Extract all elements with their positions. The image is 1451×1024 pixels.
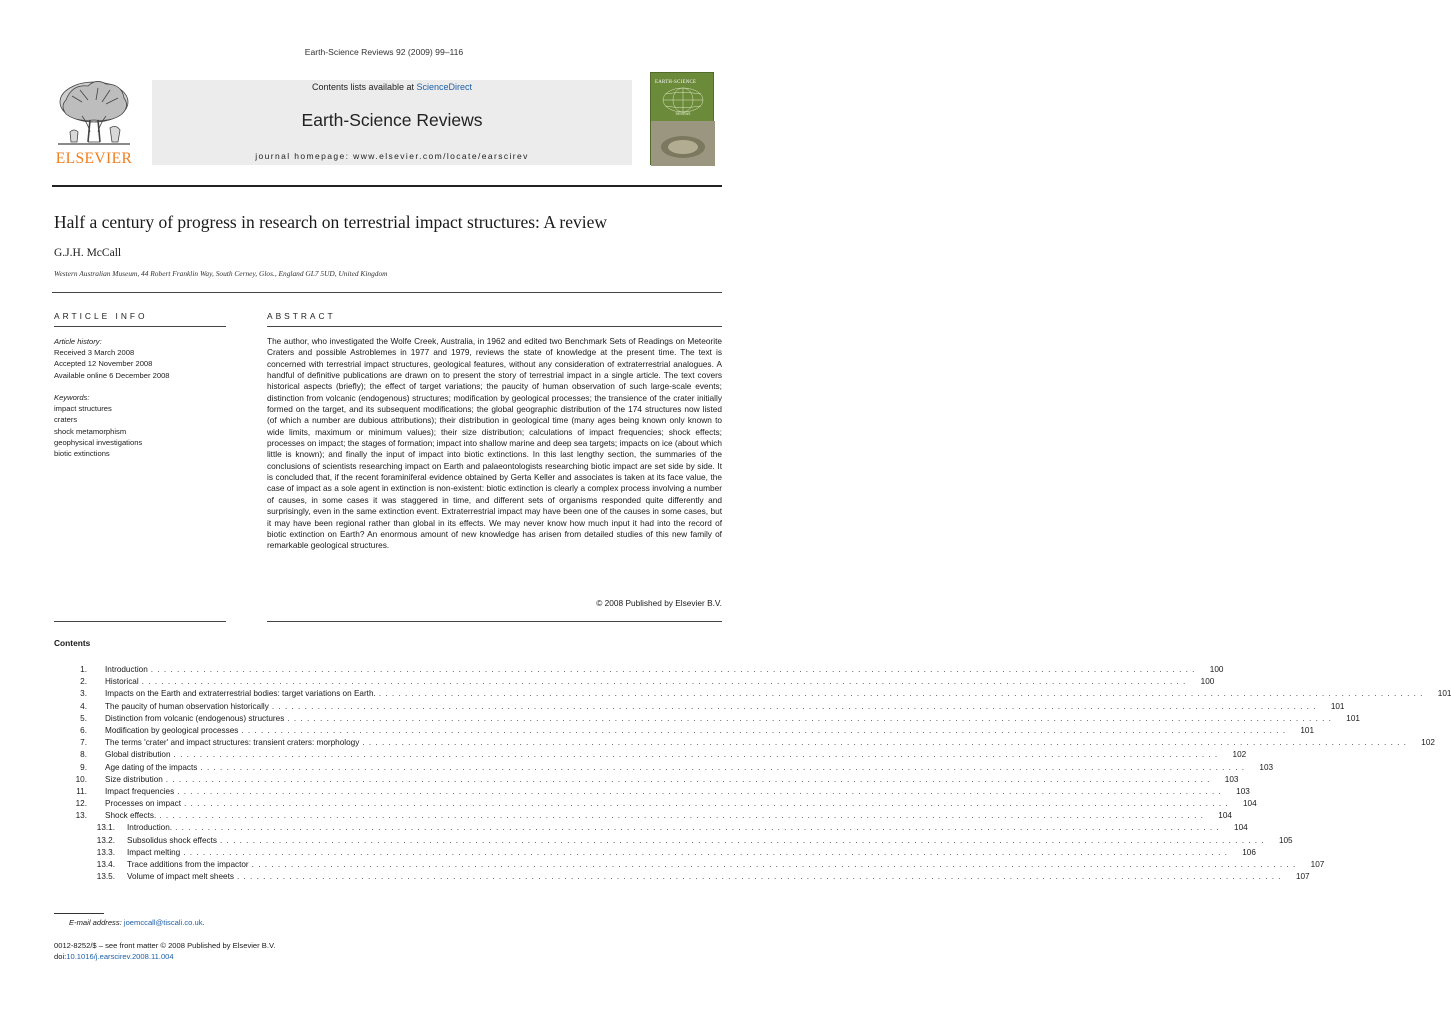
toc-leader-dots: . . . . . . . . . . . . . . . . . . . . . . . . . . . . . . . . . . . . . . . . . . . . . . . . . . . . . . . . . . . . . . . . . . . . . . . . . . . . . . . . . . . . . . . . . . . . . . . . . . . . . . . . . . . . . . . . . . . . . . . . . . . . . . . . . . . . . . . . . . . . . . . . . . . . . . . . . . . . . . . . [271, 701, 1317, 711]
toc-entry[interactable] [54, 701, 1345, 713]
keyword: impact structures [54, 404, 112, 414]
toc-leader-dots: . . . . . . . . . . . . . . . . . . . . . . . . . . . . . . . . . . . . . . . . . . . . . . . . . . . . . . . . . . . . . . . . . . . . . . . . . . . . . . . . . . . . . . . . . . . . . . . . . . . . . . . . . . . . . . . . . . . . . . . . . . . . . . . . . . . . . . . . . . . . . . . . . . . . . . . . . . . . . . . . [141, 677, 1187, 687]
cover-title: EARTH-SCIENCE [655, 80, 697, 85]
history-online: Available online 6 December 2008 [54, 370, 170, 380]
toc-entry-title: Modification by geological processes [105, 725, 239, 735]
toc-entry-number: 5. [80, 713, 87, 723]
toc-entry-page: 101 [1437, 689, 1451, 699]
article-info-heading: ARTICLE INFO [54, 311, 148, 321]
contents-heading: Contents [54, 638, 91, 648]
toc-entry[interactable] [54, 664, 1224, 676]
toc-leader-dots: . . . . . . . . . . . . . . . . . . . . . . . . . . . . . . . . . . . . . . . . . . . . . . . . . . . . . . . . . . . . . . . . . . . . . . . . . . . . . . . . . . . . . . . . . . . . . . . . . . . . . . . . . . . . . . . . . . . . . . . . . . . . . . . . . . . . . . . . . . . . . . . . . . . . . . . . . . . . . . . . [200, 762, 1246, 772]
toc-entry-title: Processes on impact [105, 799, 181, 809]
toc-entry-page: 103 [1224, 774, 1239, 784]
toc-entry-title: Subsolidus shock effects [127, 835, 217, 845]
toc-entry-number: 7. [80, 738, 87, 748]
toc-entry-number: 4. [80, 701, 87, 711]
toc-entry[interactable] [54, 688, 1451, 700]
toc-entry[interactable] [54, 774, 1239, 786]
toc-entry-page: 105 [1278, 835, 1293, 845]
toc-entry-title: Historical [105, 677, 139, 687]
issn-line: 0012-8252/$ – see front matter © 2008 Published by Elsevier B.V. [54, 941, 276, 950]
toc-leader-dots: . . . . . . . . . . . . . . . . . . . . . . . . . . . . . . . . . . . . . . . . . . . . . . . . . . . . . . . . . . . . . . . . . . . . . . . . . . . . . . . . . . . . . . . . . . . . . . . . . . . . . . . . . . . . . . . . . . . . . . . . . . . . . . . . . . . . . . . . . . . . . . . . . . . . . . . . . . . . . . . . [159, 811, 1204, 821]
toc-entry[interactable] [54, 835, 1293, 847]
toc-entry-number: 3. [80, 689, 87, 699]
article-history [54, 336, 226, 381]
journal-cover-thumbnail [650, 72, 714, 165]
toc-entry-number: 13.1. [96, 823, 115, 833]
toc-leader-dots: . . . . . . . . . . . . . . . . . . . . . . . . . . . . . . . . . . . . . . . . . . . . . . . . . . . . . . . . . . . . . . . . . . . . . . . . . . . . . . . . . . . . . . . . . . . . . . . . . . . . . . . . . . . . . . . . . . . . . . . . . . . . . . . . . . . . . . . . . . . . . . . . . . . . . . . . . . . . . . . . [177, 786, 1222, 796]
toc-entry[interactable] [54, 713, 1360, 725]
abstract-heading: ABSTRACT [267, 311, 336, 321]
toc-entry-page: 100 [1200, 677, 1215, 687]
title-rule [52, 292, 722, 293]
toc-entry-number: 11. [76, 786, 87, 796]
journal-reference: Earth-Science Reviews 92 (2009) 99–116 [304, 47, 464, 57]
toc-leader-dots: . . . . . . . . . . . . . . . . . . . . . . . . . . . . . . . . . . . . . . . . . . . . . . . . . . . . . . . . . . . . . . . . . . . . . . . . . . . . . . . . . . . . . . . . . . . . . . . . . . . . . . . . . . . . . . . . . . . . . . . . . . . . . . . . . . . . . . . . . . . . . . . . . . . . . . . . . . . . . . . . [184, 799, 1229, 809]
toc-entry-page: 101 [1346, 713, 1360, 723]
toc-entry-page: 101 [1300, 725, 1315, 735]
keyword: geophysical investigations [54, 437, 143, 447]
toc-leader-dots: . . . . . . . . . . . . . . . . . . . . . . . . . . . . . . . . . . . . . . . . . . . . . . . . . . . . . . . . . . . . . . . . . . . . . . . . . . . . . . . . . . . . . . . . . . . . . . . . . . . . . . . . . . . . . . . . . . . . . . . . . . . . . . . . . . . . . . . . . . . . . . . . . . . . . . . . . . . . . . . . [241, 725, 1287, 735]
doi-prefix: doi: [54, 952, 67, 961]
toc-leader-dots: . . . . . . . . . . . . . . . . . . . . . . . . . . . . . . . . . . . . . . . . . . . . . . . . . . . . . . . . . . . . . . . . . . . . . . . . . . . . . . . . . . . . . . . . . . . . . . . . . . . . . . . . . . . . . . . . . . . . . . . . . . . . . . . . . . . . . . . . . . . . . . . . . . . . . . . . . . . . . . . . [183, 847, 1228, 857]
contents-available-line [152, 82, 632, 92]
toc-entry[interactable] [54, 847, 1256, 859]
toc-leader-dots: . . . . . . . . . . . . . . . . . . . . . . . . . . . . . . . . . . . . . . . . . . . . . . . . . . . . . . . . . . . . . . . . . . . . . . . . . . . . . . . . . . . . . . . . . . . . . . . . . . . . . . . . . . . . . . . . . . . . . . . . . . . . . . . . . . . . . . . . . . . . . . . . . . . . . . . . . . . . . . . . [236, 872, 1282, 882]
toc-entry-page: 106 [1242, 847, 1256, 857]
toc-entry-page: 100 [1209, 665, 1224, 674]
footnote-rule [54, 913, 104, 914]
toc-entry-title: Volume of impact melt sheets [127, 872, 234, 882]
keywords [54, 392, 226, 459]
toc-entry[interactable] [54, 859, 1325, 871]
article-title: Half a century of progress in research on terrestrial impact structures: A review [54, 212, 607, 232]
toc-leader-dots: . . . . . . . . . . . . . . . . . . . . . . . . . . . . . . . . . . . . . . . . . . . . . . . . . . . . . . . . . . . . . . . . . . . . . . . . . . . . . . . . . . . . . . . . . . . . . . . . . . . . . . . . . . . . . . . . . . . . . . . . . . . . . . . . . . . . . . . . . . . . . . . . . . . . . . . . . . . . . . . . [362, 738, 1407, 748]
toc-entry-page: 107 [1310, 860, 1325, 869]
toc-entry-title: Global distribution [105, 750, 171, 760]
toc-entry-title: Trace additions from the impactor [127, 860, 249, 869]
toc-entry-number: 8. [80, 750, 87, 760]
toc-entry-title: Impact melting [127, 847, 181, 857]
toc-entry-title: The terms 'crater' and impact structures: transient craters: morphology [105, 738, 360, 748]
toc-entry[interactable] [54, 725, 1315, 737]
keyword: craters [54, 415, 78, 425]
toc-entry[interactable] [54, 810, 1232, 822]
doi-line [54, 952, 174, 961]
elsevier-tree-icon [52, 76, 136, 148]
toc-leader-dots: . . . . . . . . . . . . . . . . . . . . . . . . . . . . . . . . . . . . . . . . . . . . . . . . . . . . . . . . . . . . . . . . . . . . . . . . . . . . . . . . . . . . . . . . . . . . . . . . . . . . . . . . . . . . . . . . . . . . . . . . . . . . . . . . . . . . . . . . . . . . . . . . . . . . . . . . . . . . . . . . [173, 750, 1219, 760]
elsevier-logo [52, 76, 136, 166]
toc-entry-page: 102 [1232, 750, 1247, 760]
abstract-text: The author, who investigated the Wolfe Creek, Australia, in 1962 and edited two Benchmark Sets of Readings on Meteorite Craters and possible Astroblemes in 1977 and 1979, reviews the state of knowledge at the present time. The text is concerned with terrestrial impact structures, geological features, without any consideration of extraterrestrial analogues. A handful of definitive publications are drawn on to present the story of terrestrial impact in a single article. The text covers historical aspects (briefly); the effect of target variations; the paucity of human observation of such large-scale events; distinction from volcanic (endogenous) structures; modification by geological processes; the transience of the crater initially formed on the target, and its subsequent modifications; the global geographic distribution of the 174 structures now listed (of which a number are dubious attributions); their distribution in geological time (many ages being known only known to wide limits, maximum or minimum values); their size distribution; calculations of impact frequencies; shock effects; processes on impact; the stages of formation; impact into shallow marine and deep sea targets; impacts on ice (about which little is known); and finally the input of impact into biotic extinctions. In this last lengthy section, the summaries of the conclusions of scientists researching impact on Earth and palaeontologists researching biotic impact are set side by side. It is concluded that, if the recent foraminiferal evidence obtained by Gerta Keller and associates is taken at its face value, the case of impact as a sole agent in extinction is non-existent: biotic extinction is clearly a complex process involving a number of causes, in some cases it was staggered in time, and different sets of organisms responded quite differently and surprisingly, even in the same extinction event. Extraterrestrial impact may have been one of the causes in some cases, but it may have been regional rather than global in its effects. We may never know how much input it had into the record of biotic extinction on Earth? An enormous amount of new knowledge has arisen from detailed studies of this new family of remarkable geological structures. [267, 336, 722, 551]
globe-grid-icon [661, 87, 705, 113]
toc-entry[interactable] [54, 786, 1250, 798]
history-label: Article history: [54, 337, 102, 346]
toc-entry-page: 104 [1234, 823, 1248, 833]
sciencedirect-link[interactable]: ScienceDirect [416, 82, 473, 92]
toc-entry-title: Introduction [105, 665, 148, 674]
toc-leader-dots: . . . . . . . . . . . . . . . . . . . . . . . . . . . . . . . . . . . . . . . . . . . . . . . . . . . . . . . . . . . . . . . . . . . . . . . . . . . . . . . . . . . . . . . . . . . . . . . . . . . . . . . . . . . . . . . . . . . . . . . . . . . . . . . . . . . . . . . . . . . . . . . . . . . . . . . . . . . . . . . . [251, 860, 1297, 869]
elsevier-wordmark: ELSEVIER [55, 150, 133, 167]
toc-entry-number: 1. [80, 665, 87, 674]
abstract-copyright: © 2008 Published by Elsevier B.V. [596, 598, 722, 608]
toc-entry-number: 6. [80, 725, 87, 735]
toc-entry-number: 13.5. [96, 872, 115, 882]
toc-entry-title: Introduction. [127, 823, 173, 833]
toc-leader-dots: . . . . . . . . . . . . . . . . . . . . . . . . . . . . . . . . . . . . . . . . . . . . . . . . . . . . . . . . . . . . . . . . . . . . . . . . . . . . . . . . . . . . . . . . . . . . . . . . . . . . . . . . . . . . . . . . . . . . . . . . . . . . . . . . . . . . . . . . . . . . . . . . . . . . . . . . . . . . . . . . [378, 689, 1424, 699]
history-accepted: Accepted 12 November 2008 [54, 359, 153, 369]
toc-entry-number: 12. [75, 799, 87, 809]
toc-entry-number: 13. [75, 811, 87, 821]
abstract-rule [267, 326, 722, 327]
toc-entry-page: 104 [1218, 811, 1232, 821]
keywords-label: Keywords: [54, 393, 90, 402]
toc-entry-page: 103 [1259, 762, 1274, 772]
email-footnote [69, 918, 205, 927]
crater-photo-icon [651, 121, 715, 166]
email-link[interactable]: joemccall@tiscali.co.uk [123, 918, 203, 927]
keyword: biotic extinctions [54, 449, 110, 459]
header-rule [52, 185, 722, 187]
toc-entry-title: Size distribution [105, 774, 163, 784]
article-info-bottom-rule [54, 621, 226, 622]
toc-entry-number: 13.4. [96, 860, 115, 869]
toc-entry[interactable] [54, 749, 1247, 761]
doi-link[interactable]: 10.1016/j.earscirev.2008.11.004 [66, 952, 174, 961]
email-suffix: . [202, 918, 205, 927]
toc-entry[interactable] [54, 762, 1274, 774]
article-author: G.J.H. McCall [54, 247, 122, 259]
toc-entry[interactable] [54, 822, 1248, 834]
toc-entry-title: Age dating of the impacts [105, 762, 198, 772]
table-of-contents [54, 664, 1451, 883]
toc-entry-page: 102 [1421, 738, 1435, 748]
toc-entry[interactable] [54, 737, 1435, 749]
journal-header-box [152, 80, 632, 165]
toc-entry-number: 9. [80, 762, 87, 772]
toc-entry[interactable] [54, 798, 1257, 810]
toc-entry[interactable] [54, 871, 1310, 883]
journal-name: Earth-Science Reviews [301, 110, 483, 130]
toc-entry-number: 13.3. [96, 847, 115, 857]
toc-leader-dots: . . . . . . . . . . . . . . . . . . . . . . . . . . . . . . . . . . . . . . . . . . . . . . . . . . . . . . . . . . . . . . . . . . . . . . . . . . . . . . . . . . . . . . . . . . . . . . . . . . . . . . . . . . . . . . . . . . . . . . . . . . . . . . . . . . . . . . . . . . . . . . . . . . . . . . . . . . . . . . . . [175, 823, 1220, 833]
toc-entry-title: The paucity of human observation historically [105, 701, 269, 711]
toc-entry-page: 104 [1242, 799, 1257, 809]
article-info-rule [54, 326, 226, 327]
toc-entry-number: 13.2. [96, 835, 115, 845]
toc-leader-dots: . . . . . . . . . . . . . . . . . . . . . . . . . . . . . . . . . . . . . . . . . . . . . . . . . . . . . . . . . . . . . . . . . . . . . . . . . . . . . . . . . . . . . . . . . . . . . . . . . . . . . . . . . . . . . . . . . . . . . . . . . . . . . . . . . . . . . . . . . . . . . . . . . . . . . . . . . . . . . . . . [150, 665, 1196, 674]
toc-entry-page: 107 [1295, 872, 1310, 882]
email-label: E-mail address: [69, 918, 122, 927]
toc-entry-number: 2. [80, 677, 87, 687]
history-received: Received 3 March 2008 [54, 348, 135, 358]
toc-entry-number: 10. [75, 774, 87, 784]
journal-homepage-link[interactable]: journal homepage: www.elsevier.com/locate/earscirev [255, 151, 529, 161]
abstract-bottom-rule [267, 621, 722, 622]
toc-entry-title: Shock effects. [105, 811, 157, 821]
toc-entry-page: 101 [1330, 701, 1345, 711]
toc-entry-title: Impact frequencies [105, 786, 175, 796]
contents-prefix: Contents lists available at [311, 82, 417, 92]
toc-entry[interactable] [54, 676, 1215, 688]
toc-entry-page: 103 [1236, 786, 1250, 796]
cover-photo [651, 121, 715, 166]
toc-entry-title: Impacts on the Earth and extraterrestrial bodies: target variations on Earth. [105, 689, 376, 699]
toc-leader-dots: . . . . . . . . . . . . . . . . . . . . . . . . . . . . . . . . . . . . . . . . . . . . . . . . . . . . . . . . . . . . . . . . . . . . . . . . . . . . . . . . . . . . . . . . . . . . . . . . . . . . . . . . . . . . . . . . . . . . . . . . . . . . . . . . . . . . . . . . . . . . . . . . . . . . . . . . . . . . . . . . [287, 713, 1332, 723]
cover-subtitle: REVIEWS [675, 112, 691, 116]
toc-leader-dots: . . . . . . . . . . . . . . . . . . . . . . . . . . . . . . . . . . . . . . . . . . . . . . . . . . . . . . . . . . . . . . . . . . . . . . . . . . . . . . . . . . . . . . . . . . . . . . . . . . . . . . . . . . . . . . . . . . . . . . . . . . . . . . . . . . . . . . . . . . . . . . . . . . . . . . . . . . . . . . . . [165, 774, 1211, 784]
keyword: shock metamorphism [54, 426, 127, 436]
toc-entry-title: Distinction from volcanic (endogenous) structures [105, 713, 285, 723]
author-affiliation: Western Australian Museum, 44 Robert Franklin Way, South Cerney, Glos., England GL7 5UD, United Kingdom [54, 269, 388, 278]
toc-leader-dots: . . . . . . . . . . . . . . . . . . . . . . . . . . . . . . . . . . . . . . . . . . . . . . . . . . . . . . . . . . . . . . . . . . . . . . . . . . . . . . . . . . . . . . . . . . . . . . . . . . . . . . . . . . . . . . . . . . . . . . . . . . . . . . . . . . . . . . . . . . . . . . . . . . . . . . . . . . . . . . . . [219, 835, 1265, 845]
